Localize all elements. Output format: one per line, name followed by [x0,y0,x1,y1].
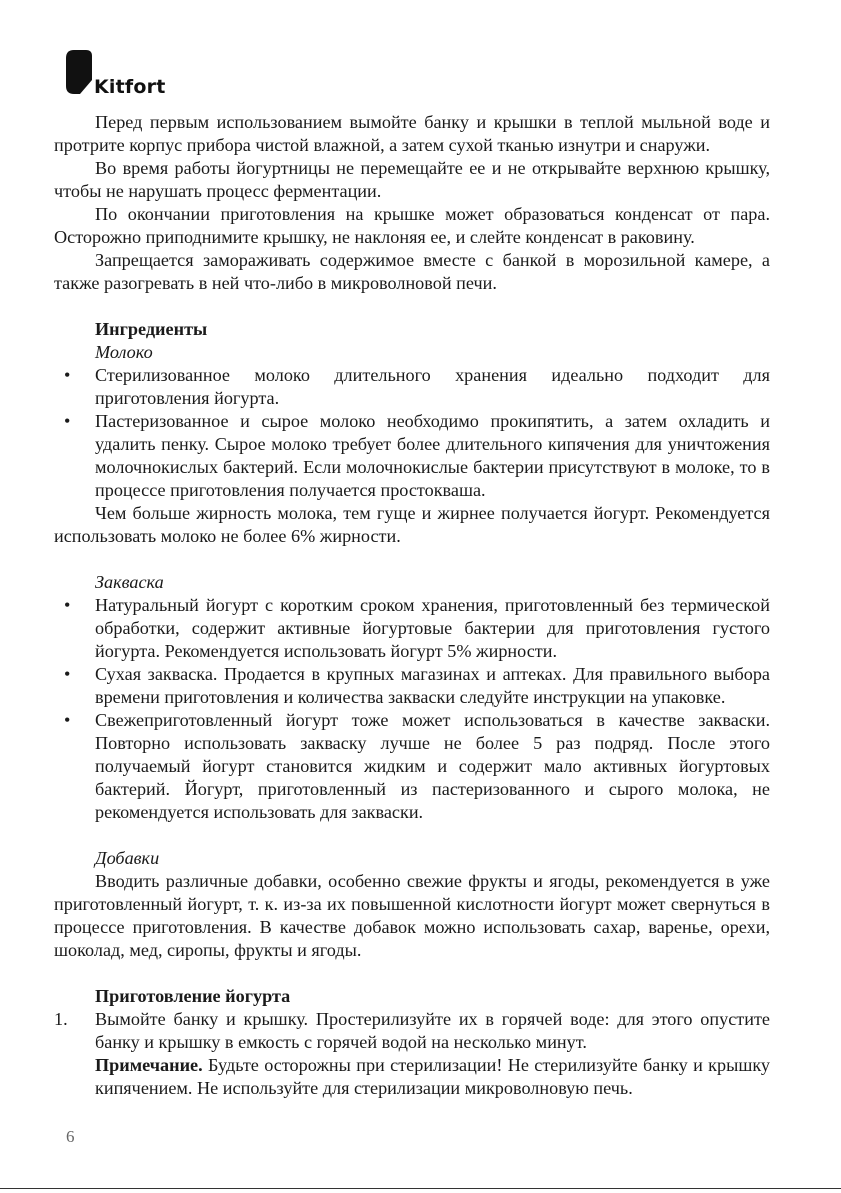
page-number: 6 [66,1127,75,1146]
kitfort-logo-icon [66,50,92,94]
page-content [54,111,770,1100]
list-item [54,364,770,410]
intro-paragraph-1: Перед первым использованием вымойте банку и крышки в теплой мыльной воде и протрите корпус прибора чистой влажной, а затем сухой тканью изнутри и снаружи. [54,112,770,155]
milk-subheading: Молоко [95,342,153,362]
intro-paragraph-4: Запрещается замораживать содержимое вместе с банкой в морозильной камере, а также разогревать в ней что-либо в микроволновой печи. [54,250,770,293]
milk-list [54,364,770,502]
note-text: Будьте осторожны при стерилизации! Не стерилизуйте банку и крышку кипячением. Не используйте для стерилизации микроволновую печь. [95,1055,770,1098]
list-item [54,1008,770,1100]
spacer [54,295,770,318]
spacer [54,962,770,985]
step-number: 1. [54,1009,68,1029]
bullet: • [64,411,71,431]
ingredients-heading: Ингредиенты [95,319,208,339]
bullet: • [64,664,71,684]
divider [0,1188,841,1189]
list-item [54,709,770,824]
list-item [54,410,770,502]
intro-paragraph-2: Во время работы йогуртницы не перемещайте ее и не открывайте верхнюю крышку, чтобы не нарушать процесс ферментации. [54,158,770,201]
preparation-steps [54,1008,770,1100]
list-item-text: Сухая закваска. Продается в крупных магазинах и аптеках. Для правильного выбора времени приготовления и количества закваски следуйте инструкции на упаковке. [95,664,770,707]
note-label: Примечание. [95,1055,203,1075]
starter-list [54,594,770,824]
list-item-text: Свежеприготовленный йогурт тоже может использоваться в качестве закваски. Повторно использовать закваску лучше не более 5 раз подряд. После этого получаемый йогурт становится жидким и содержит мало активных йогуртовых бактерий. Йогурт, приготовленный из пастеризованного и сырого молока, не рекомендуется использовать для закваски. [95,710,770,822]
kitfort-logo [66,50,186,100]
step-text: Вымойте банку и крышку. Простерилизуйте их в горячей воде: для этого опустите банку и крышку в емкость с горячей водой на несколько минут. [95,1009,770,1052]
list-item [54,594,770,663]
starter-subheading: Закваска [95,572,164,592]
spacer [54,824,770,847]
bullet: • [64,710,71,730]
additives-subheading: Добавки [95,848,160,868]
step-note [95,1054,770,1100]
bullet: • [64,595,71,615]
spacer [54,548,770,571]
list-item-text: Стерилизованное молоко длительного хранения идеально подходит для приготовления йогурта. [95,365,770,408]
preparation-heading: Приготовление йогурта [95,986,291,1006]
list-item-text: Натуральный йогурт с коротким сроком хранения, приготовленный без термической обработки, содержит активные йогуртовые бактерии для приготовления густого йогурта. Рекомендуется использовать йогурт 5% жирности. [95,595,770,661]
list-item [54,663,770,709]
brand-name: Kitfort [94,76,166,98]
additives-paragraph: Вводить различные добавки, особенно свежие фрукты и ягоды, рекомендуется в уже приготовленный йогурт, т. к. из-за их повышенной кислотности йогурт может свернуться в процессе приготовления. В качестве добавок можно использовать сахар, варенье, орехи, шоколад, мед, сиропы, фрукты и ягоды. [54,871,770,960]
list-item-text: Пастеризованное и сырое молоко необходимо прокипятить, а затем охладить и удалить пенку. Сырое молоко требует более длительного кипячения для уничтожения молочнокислых бактерий. Если молочнокислые бактерии присутствуют в молоке, то в процессе приготовления получается простокваша. [95,411,770,500]
milk-fat-note: Чем больше жирность молока, тем гуще и жирнее получается йогурт. Рекомендуется использовать молоко не более 6% жирности. [54,503,770,546]
intro-paragraph-3: По окончании приготовления на крышке может образоваться конденсат от пара. Осторожно приподнимите крышку, не наклоняя ее, и слейте конденсат в раковину. [54,204,770,247]
bullet: • [64,365,71,385]
